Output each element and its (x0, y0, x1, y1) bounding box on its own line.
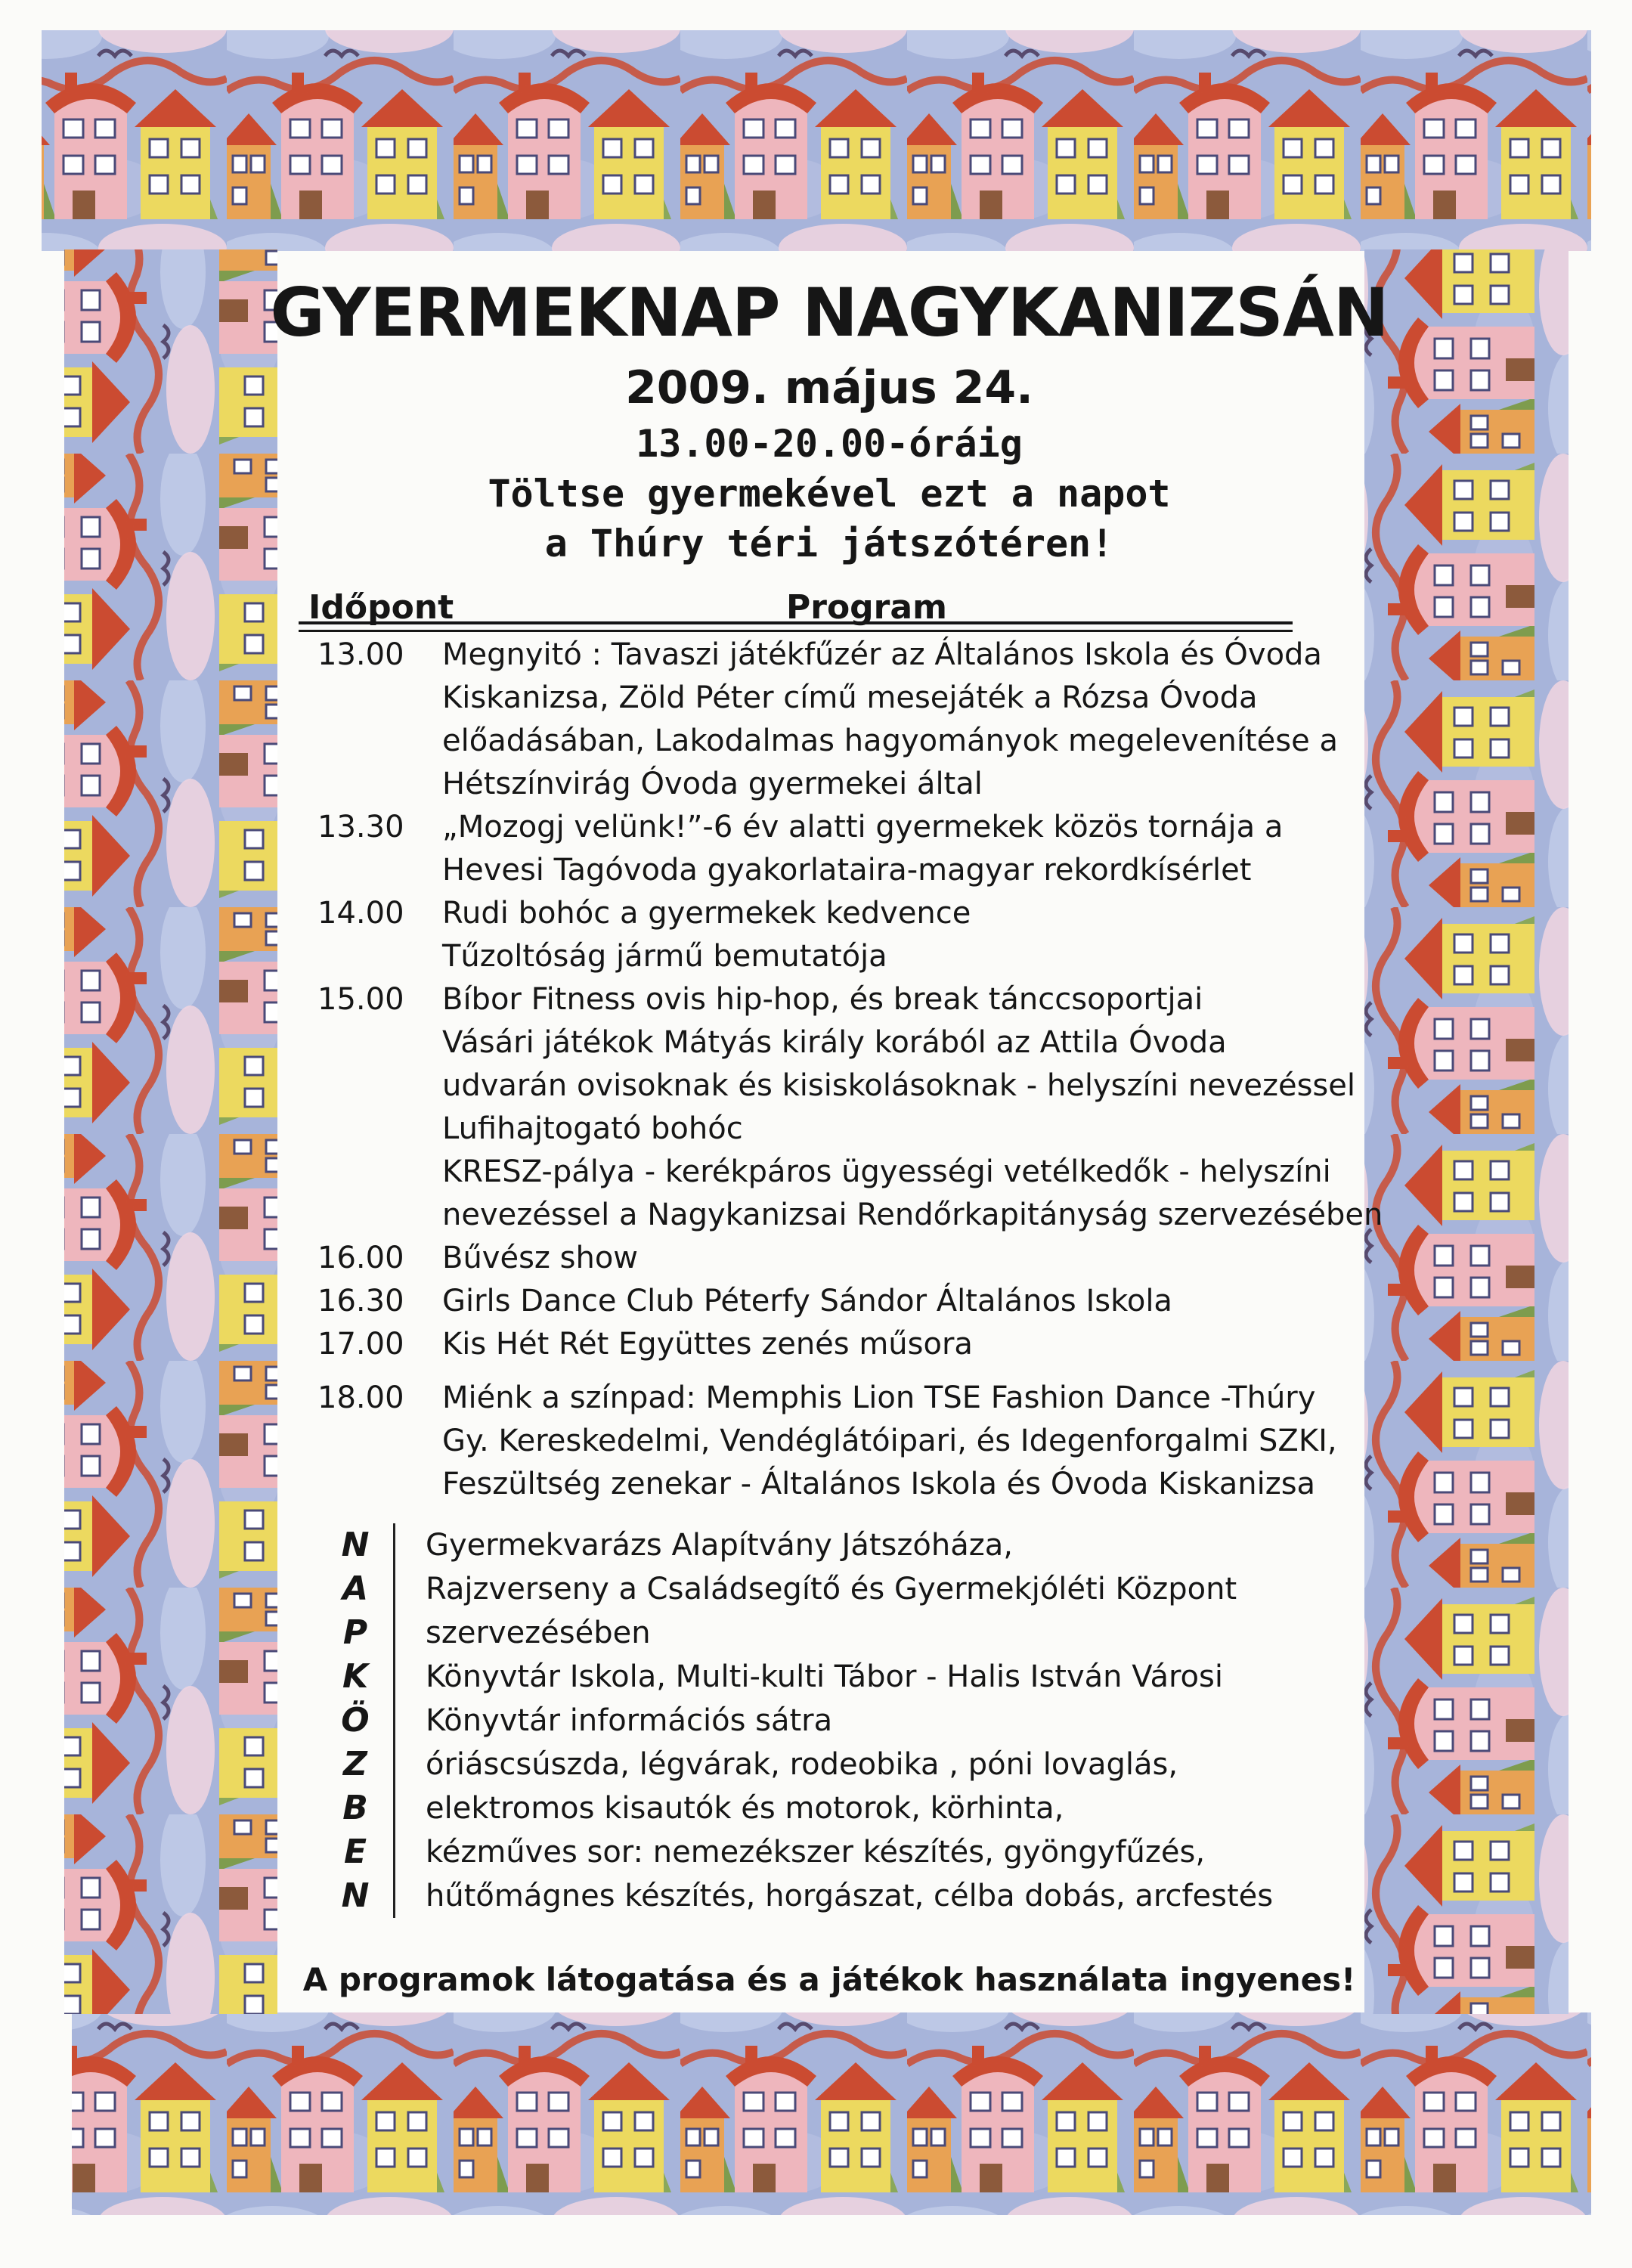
daytime-row (272, 1743, 1383, 1786)
schedule-program-line: Kis Hét Rét Együttes zenés műsora (442, 1327, 973, 1362)
daytime-acronym-letter: Z (343, 1745, 367, 1783)
schedule-program-line: Girls Dance Club Péterfy Sándor Általános Iskola (442, 1284, 1172, 1318)
daytime-row (272, 1874, 1383, 1918)
daytime-program-line: szervezésében (393, 1611, 651, 1655)
schedule-row (272, 978, 1383, 1237)
schedule-time: 14.00 (317, 896, 404, 931)
schedule-program-line: Bűvész show (442, 1241, 639, 1275)
invite-line-1: Töltse gyermekével ezt a napot (488, 472, 1171, 516)
schedule-header-rule (299, 621, 1293, 632)
daytime-program-line: Könyvtár Iskola, Multi-kulti Tábor - Halis István Városi (393, 1655, 1223, 1699)
daytime-program-line: Rajzverseny a Családsegítő és Gyermekjóléti Központ (393, 1567, 1237, 1611)
schedule-program-line: Lufihajtogató bohóc (442, 1111, 743, 1146)
daytime-row (272, 1830, 1383, 1874)
schedule-table (272, 634, 1383, 1506)
daytime-program-line: kézműves sor: nemezékszer készítés, gyöngyfűzés, (393, 1830, 1205, 1874)
daytime-row (272, 1523, 1383, 1567)
daytime-row (272, 1699, 1383, 1743)
schedule-time: 17.00 (317, 1327, 404, 1362)
schedule-program-line: Bíbor Fitness ovis hip-hop, és break tánccsoportjai (442, 982, 1203, 1017)
daytime-program-line: óriáscsúszda, légvárak, rodeobika , póni lovaglás, (393, 1743, 1178, 1786)
daytime-program-line: elektromos kisautók és motorok, körhinta, (393, 1786, 1064, 1830)
schedule-program-line: Hétszínvirág Óvoda gyermekei által (442, 767, 983, 801)
daytime-row (272, 1611, 1383, 1655)
schedule-row (272, 634, 1383, 806)
schedule-time: 13.30 (317, 810, 404, 844)
schedule-program-line: nevezéssel a Nagykanizsai Rendőrkapitányság szervezésében (442, 1198, 1383, 1232)
schedule-program-line: Rudi bohóc a gyermekek kedvence (442, 896, 971, 931)
daytime-program-line: hűtőmágnes készítés, horgászat, célba dobás, arcfestés (393, 1874, 1273, 1918)
daytime-acronym-letter: Ö (341, 1701, 370, 1740)
daytime-acronym-letter: N (341, 1876, 370, 1915)
daytime-program-line: Gyermekvarázs Alapítvány Játszóháza, (393, 1523, 1013, 1567)
schedule-col-program-header: Program (786, 588, 947, 627)
invite-line-2: a Thúry téri játszótéren! (544, 522, 1114, 565)
schedule-time: 13.00 (317, 637, 404, 672)
daytime-acronym-letter: A (342, 1569, 369, 1608)
daytime-section (272, 1523, 1383, 1918)
schedule-row (272, 1377, 1383, 1506)
schedule-time: 15.00 (317, 982, 404, 1017)
schedule-program-line: Tűzoltóság jármű bemutatója (442, 939, 887, 974)
daytime-row (272, 1655, 1383, 1699)
poster-title: GYERMEKNAP NAGYKANIZSÁN (270, 274, 1389, 352)
event-date: 2009. május 24. (625, 361, 1033, 414)
schedule-program-line: Megnyitó : Tavaszi játékfűzér az Általános Iskola és Óvoda (442, 637, 1322, 672)
schedule-program-line: Feszültség zenekar - Általános Iskola és Óvoda Kiskanizsa (442, 1467, 1316, 1501)
schedule-program-line: Gy. Kereskedelmi, Vendéglátóipari, és Idegenforgalmi SZKI, (442, 1424, 1337, 1458)
schedule-row (272, 892, 1383, 978)
schedule-row (272, 1237, 1383, 1280)
event-hours: 13.00-20.00-óráig (636, 422, 1023, 466)
schedule-time: 16.30 (317, 1284, 404, 1318)
schedule-program-line: előadásában, Lakodalmas hagyományok megelevenítése a (442, 723, 1338, 758)
daytime-row (272, 1786, 1383, 1830)
free-admission-note: A programok látogatása és a játékok használata ingyenes! (302, 1961, 1356, 1998)
schedule-row (272, 1280, 1383, 1323)
daytime-acronym-letter: E (343, 1833, 367, 1871)
daytime-acronym-letter: K (342, 1657, 369, 1696)
daytime-program-line: Könyvtár információs sátra (393, 1699, 832, 1743)
schedule-program-line: „Mozogj velünk!”-6 év alatti gyermekek közös tornája a (442, 810, 1284, 844)
schedule-program-line: Hevesi Tagóvoda gyakorlataira-magyar rekordkísérlet (442, 853, 1252, 888)
schedule-row (272, 1323, 1383, 1366)
schedule-time: 16.00 (317, 1241, 404, 1275)
schedule-time: 18.00 (317, 1380, 404, 1415)
daytime-row (272, 1567, 1383, 1611)
schedule-program-line: Vásári játékok Mátyás király korából az Attila Óvoda (442, 1025, 1227, 1060)
schedule-col-time-header: Időpont (308, 588, 454, 627)
schedule-program-line: udvarán ovisoknak és kisiskolásoknak - helyszíni nevezéssel (442, 1068, 1355, 1103)
schedule-program-line: Miénk a színpad: Memphis Lion TSE Fashion Dance -Thúry (442, 1380, 1316, 1415)
schedule-row (272, 806, 1383, 892)
daytime-acronym-letter: P (342, 1613, 368, 1652)
schedule-program-line: Kiskanizsa, Zöld Péter című mesejáték a Rózsa Óvoda (442, 680, 1258, 715)
daytime-acronym-letter: B (342, 1789, 368, 1827)
daytime-acronym-letter: N (341, 1526, 370, 1564)
schedule-program-line: KRESZ-pálya - kerékpáros ügyességi vetélkedők - helyszíni (442, 1154, 1331, 1189)
